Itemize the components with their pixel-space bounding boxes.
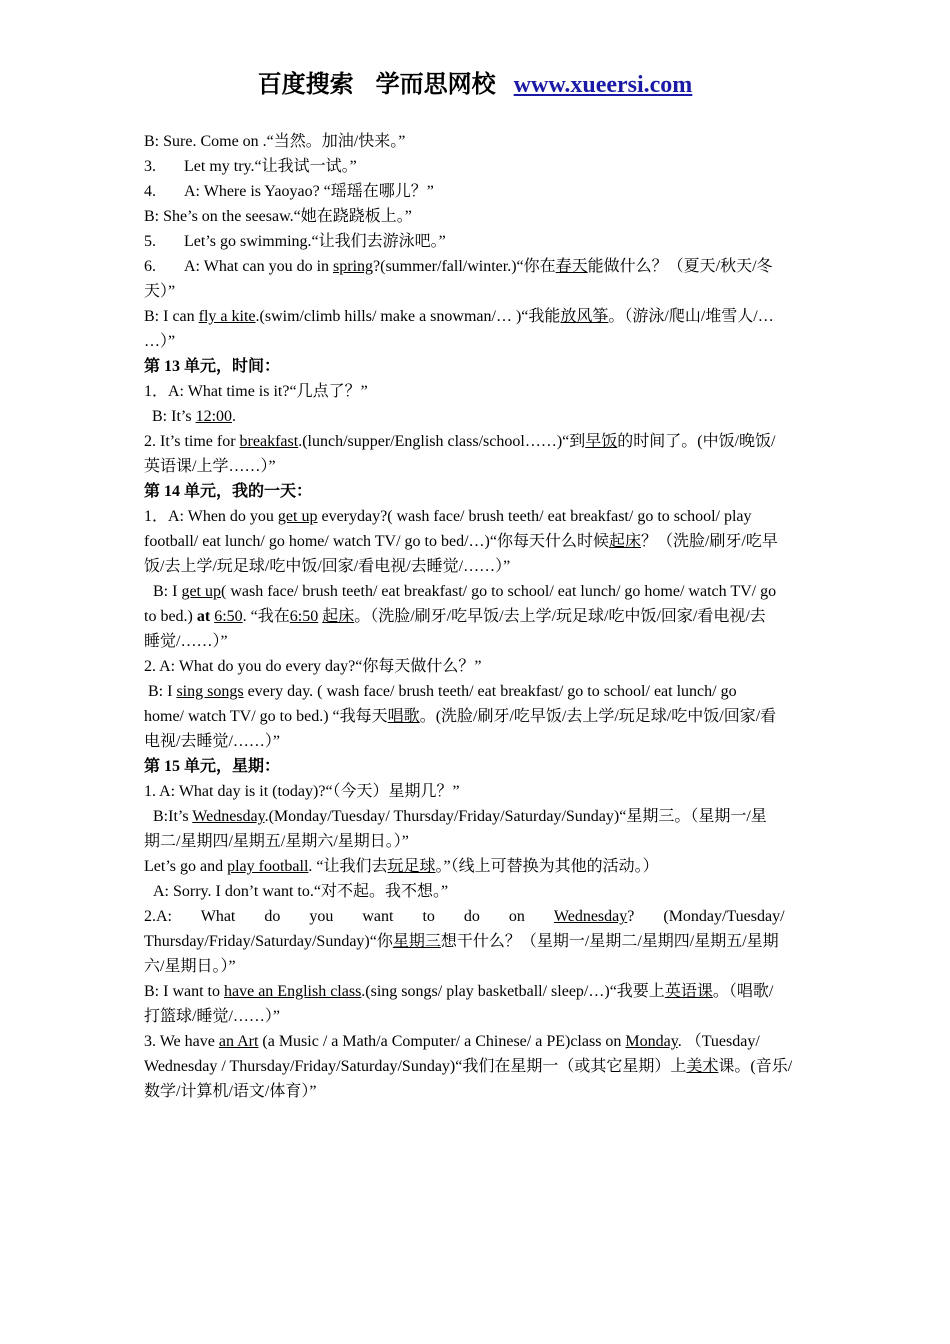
text-line: 1．A: What time is it?“几点了？” (144, 383, 368, 400)
text-line: 5. Let’s go swimming.“让我们去游泳吧。” (144, 233, 446, 250)
text-line: 电视/去睡觉/……）” (144, 733, 280, 750)
header-school-name: 学而思网校 (375, 72, 496, 98)
text-line: 4. A: Where is Yaoyao? “瑶瑶在哪儿？” (144, 183, 434, 200)
text-line: 天）” (144, 283, 176, 300)
text-line: 六/星期日。）” (144, 958, 236, 975)
text-line: home/ watch TV/ go to bed.) “我每天唱歌。(洗脸/刷牙/吃早饭/去上学/玩足球/吃中饭/回家/看 (144, 708, 777, 725)
text-line: to bed.) at 6:50. “我在6:50 起床。（洗脸/刷牙/吃早饭/去上学/玩足球/吃中饭/回家/看电视/去 (144, 608, 766, 625)
text-line: 1. A: What day is it (today)?“（今天）星期几？” (144, 783, 460, 800)
text-line: B: Sure. Come on .“当然。加油/快来。” (144, 133, 406, 150)
text-line: B: She’s on the seesaw.“她在跷跷板上。” (144, 208, 412, 225)
text-line: 2.A: What do you want to do on Wednesday? (Monday/Tuesday/ (144, 908, 785, 925)
text-line: B: I get up( wash face/ brush teeth/ eat breakfast/ go to school/ eat lunch/ go home/ watch TV/ go (153, 583, 777, 600)
text-line: 6. A: What can you do in spring?(summer/fall/winter.)“你在春天能做什么？（夏天/秋天/冬 (144, 258, 773, 275)
text-line: …）” (144, 333, 176, 350)
text-line: 打篮球/睡觉/……）” (144, 1008, 280, 1025)
document-body (144, 129, 806, 1104)
text-line: B: I can fly a kite.(swim/climb hills/ make a snowman/… )“我能放风筝。（游泳/爬山/堆雪人/… (144, 308, 774, 325)
text-line: B: I want to have an English class.(sing songs/ play basketball/ sleep/…)“我要上英语课。（唱歌/ (144, 983, 774, 1000)
text-line: B: I sing songs every day. ( wash face/ brush teeth/ eat breakfast/ go to school/ eat lunch/ go (148, 683, 737, 700)
text-line: B: It’s 12:00. (152, 408, 237, 425)
text-line: Let’s go and play football. “让我们去玩足球。”（线上可替换为其他的活动。） (144, 858, 659, 875)
text-line: Wednesday / Thursday/Friday/Saturday/Sunday)“我们在星期一（或其它星期）上美术课。(音乐/ (144, 1058, 793, 1075)
text-line: Thursday/Friday/Saturday/Sunday)“你星期三想干什么？（星期一/星期二/星期四/星期五/星期 (144, 933, 779, 950)
text-line: A: Sorry. I don’t want to.“对不起。我不想。” (153, 883, 449, 900)
unit-14-heading: 第 14 单元，我的一天： (144, 483, 313, 500)
header-search-text: 百度搜索 (257, 72, 354, 98)
text-line: 数学/计算机/语文/体育）” (144, 1083, 317, 1100)
unit-13-heading: 第 13 单元，时间： (144, 358, 281, 375)
text-line: 2. It’s time for breakfast.(lunch/supper/English class/school……)“到早饭的时间了。(中饭/晚饭/ (144, 433, 776, 450)
text-line: football/ eat lunch/ go home/ watch TV/ go to bed/…)“你每天什么时候起床？（洗脸/刷牙/吃早 (144, 533, 778, 550)
text-line: 2. A: What do you do every day?“你每天做什么？” (144, 658, 482, 675)
text-line: 3. Let my try.“让我试一试。” (144, 158, 357, 175)
header-website-link[interactable]: www.xueersi.com (513, 72, 693, 98)
text-line: 睡觉/……）” (144, 633, 228, 650)
text-line: 1．A: When do you get up everyday?( wash face/ brush teeth/ eat breakfast/ go to school/ play (144, 508, 752, 525)
text-line: 英语课/上学……）” (144, 458, 276, 475)
unit-15-heading: 第 15 单元，星期： (144, 758, 281, 775)
text-line: 饭/去上学/玩足球/吃中饭/回家/看电视/去睡觉/……）” (144, 558, 511, 575)
text-line: 期二/星期四/星期五/星期六/星期日。）” (144, 833, 409, 850)
text-line: B:It’s Wednesday.(Monday/Tuesday/ Thursday/Friday/Saturday/Sunday)“星期三。（星期一/星 (153, 808, 767, 825)
page-header (0, 64, 950, 99)
text-line: 3. We have an Art (a Music / a Math/a Computer/ a Chinese/ a PE)class on Monday. （Tuesday/ (144, 1033, 760, 1050)
